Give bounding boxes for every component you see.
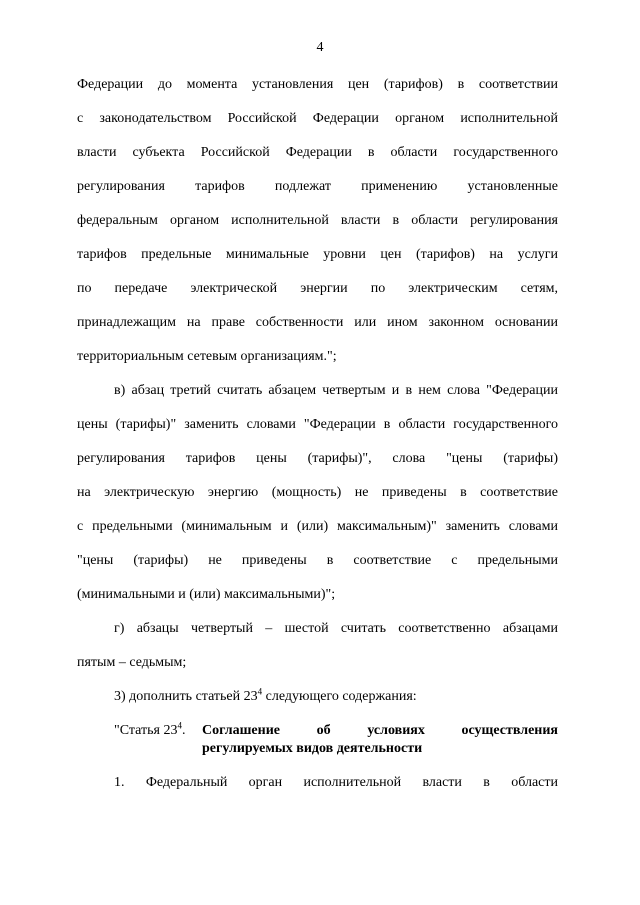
text-line: "цены (тарифы) не приведены в соответствие с предельными [77,553,558,568]
article-suffix: . [181,723,186,738]
text-line: пятым – седьмым; [77,655,187,670]
text-line: г) абзацы четвертый – шестой считать соответственно абзацами [114,621,558,636]
text-line: тарифов предельные минимальные уровни цен (тарифов) на услуги [77,247,558,262]
article-label [114,722,185,740]
text-line [114,688,558,706]
superscript: 4 [177,720,182,731]
article-prefix: "Статья 23 [114,723,178,738]
page-number: 4 [316,40,324,55]
text-line: федеральным органом исполнительной власти в области регулирования [77,213,558,228]
text-fragment: следующего содержания: [262,689,417,704]
text-line: цены (тарифы)" заменить словами "Федерации в области государственного [77,417,558,432]
text-line: с предельными (минимальным и (или) максимальным)" заменить словами [77,519,558,534]
text-line: по передаче электрической энергии по электрическим сетям, [77,281,558,296]
text-line: Федерации до момента установления цен (тарифов) в соответствии [77,77,558,92]
text-line: власти субъекта Российской Федерации в области государственного [77,145,558,160]
text-line: в) абзац третий считать абзацем четвертым и в нем слова "Федерации [114,383,558,398]
text-fragment: 3) дополнить статьей 23 [114,689,258,704]
superscript: 4 [257,686,263,697]
text-line: 1. Федеральный орган исполнительной власти в области [114,775,558,790]
text-line: на электрическую энергию (мощность) не приведены в соответствие [77,485,558,500]
article-title-line: регулируемых видов деятельности [202,741,423,756]
text-line: принадлежащим на праве собственности или ином законном основании [77,315,558,330]
article-title-line: Соглашение об условиях осуществления [202,723,558,738]
text-line: регулирования тарифов цены (тарифы)", слова "цены (тарифы) [77,451,558,466]
text-line: с законодательством Российской Федерации органом исполнительной [77,111,558,126]
text-line: (минимальными и (или) максимальными)"; [77,587,336,602]
text-line: регулирования тарифов подлежат применению установленные [77,179,558,194]
text-line: территориальным сетевым организациям."; [77,349,337,364]
